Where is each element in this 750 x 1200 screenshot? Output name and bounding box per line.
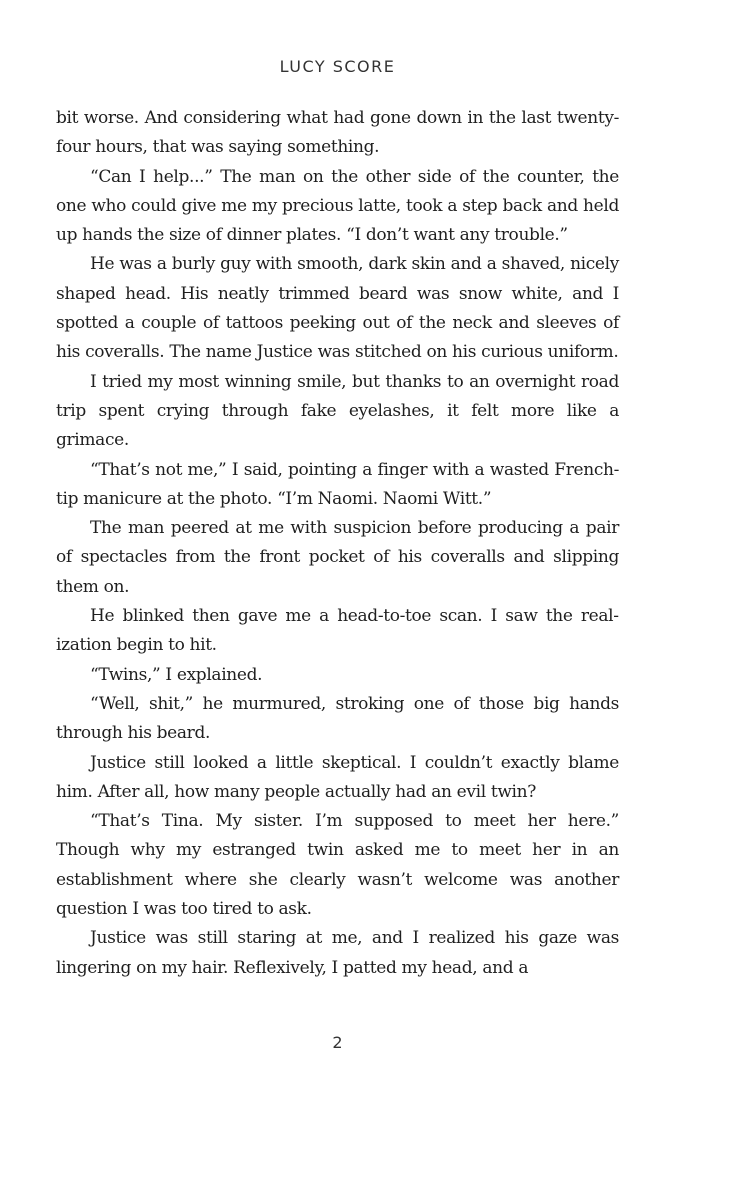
paragraph: He was a burly guy with smooth, dark skin and a shaved, nicely shaped head. His neatly trimmed beard was snow white, and I spotted a couple of tattoos peeking out of the neck and sleeves of his coveralls. The name Justice was stitched on his curious uniform. <box>56 254 619 363</box>
paragraph: I tried my most winning smile, but thanks to an overnight road trip spent crying through fake eyelashes, it felt more like a grimace. <box>56 371 619 451</box>
paragraph: “Twins,” I explained. <box>90 664 263 685</box>
paragraph: The man peered at me with suspicion before producing a pair of spectacles from the front pocket of his coveralls and slipping them on. <box>56 518 619 597</box>
paragraph: He blinked then gave me a head-to-toe scan. I saw the realization begin to hit. <box>56 606 619 656</box>
paragraph-continued: bit worse. And considering what had gone down in the last twenty-four hours, that was saying something. <box>56 108 619 158</box>
paragraph: “That’s Tina. My sister. I’m supposed to meet her here.” Though why my estranged twin asked me to meet her in an establishment where she clearly wasn’t welcome was another question I was too tired to ask. <box>56 811 619 920</box>
page-number: 2 <box>332 1033 343 1052</box>
paragraph: “That’s not me,” I said, pointing a finger with a wasted French-tip manicure at the photo. “I’m Naomi. Naomi Witt.” <box>56 459 619 509</box>
paragraph: Justice was still staring at me, and I realized his gaze was lingering on my hair. Reflexively, I patted my head, and a <box>56 928 619 978</box>
paragraph: Justice still looked a little skeptical. I couldn’t exactly blame him. After all, how many people actually had an evil twin? <box>56 752 619 802</box>
paragraph: “Well, shit,” he murmured, stroking one of those big hands through his beard. <box>56 693 619 744</box>
running-head: LUCY SCORE <box>279 57 396 76</box>
body-text <box>56 104 619 983</box>
paragraph: “Can I help...” The man on the other side of the counter, the one who could give me my precious latte, took a step back and held up hands the size of dinner plates. “I don’t want any trouble.” <box>56 166 619 246</box>
